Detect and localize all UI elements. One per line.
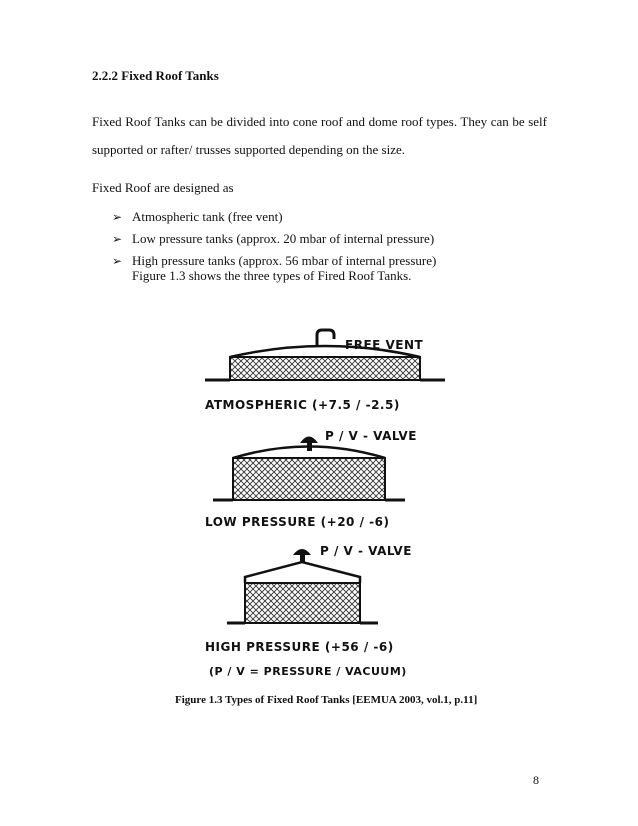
tank-types-figure — [205, 325, 465, 685]
free-vent-label: FREE VENT — [345, 338, 424, 352]
high-pressure-label: HIGH PRESSURE (+56 / -6) — [205, 640, 394, 654]
tank-type-list — [112, 206, 436, 272]
list-item-text: Low pressure tanks (approx. 20 mbar of internal pressure) — [132, 231, 435, 246]
high-pressure-tank-drawing — [227, 549, 378, 623]
list-intro: Fixed Roof are designed as — [92, 180, 234, 195]
atmospheric-label: ATMOSPHERIC (+7.5 / -2.5) — [205, 398, 400, 412]
arrow-bullet-icon: ➢ — [112, 210, 123, 224]
list-item — [112, 206, 436, 228]
figure-caption: Figure 1.3 Types of Fixed Roof Tanks [EEMUA 2003, vol.1, p.11] — [175, 694, 478, 706]
low-pressure-label: LOW PRESSURE (+20 / -6) — [205, 515, 390, 529]
list-item — [112, 228, 436, 250]
list-item-text: High pressure tanks (approx. 56 mbar of internal pressure) — [132, 253, 437, 268]
arrow-bullet-icon: ➢ — [112, 232, 123, 246]
arrow-bullet-icon: ➢ — [112, 254, 123, 268]
list-item-text: Atmospheric tank (free vent) — [132, 209, 283, 224]
figure-reference: Figure 1.3 shows the three types of Fired Roof Tanks. — [132, 268, 412, 283]
page-number: 8 — [533, 773, 539, 787]
low-pressure-tank-drawing — [213, 437, 405, 501]
tank-diagram — [205, 325, 465, 685]
pv-valve-label: P / V - VALVE — [320, 544, 412, 558]
pv-legend: (P / V = PRESSURE / VACUUM) — [209, 665, 407, 678]
pv-valve-label: P / V - VALVE — [325, 429, 417, 443]
body-paragraph: Fixed Roof Tanks can be divided into cone roof and dome roof types. They can be self supported or rafter/ trusses supported depending on the size. — [92, 114, 547, 157]
section-heading: 2.2.2 Fixed Roof Tanks — [92, 68, 219, 83]
